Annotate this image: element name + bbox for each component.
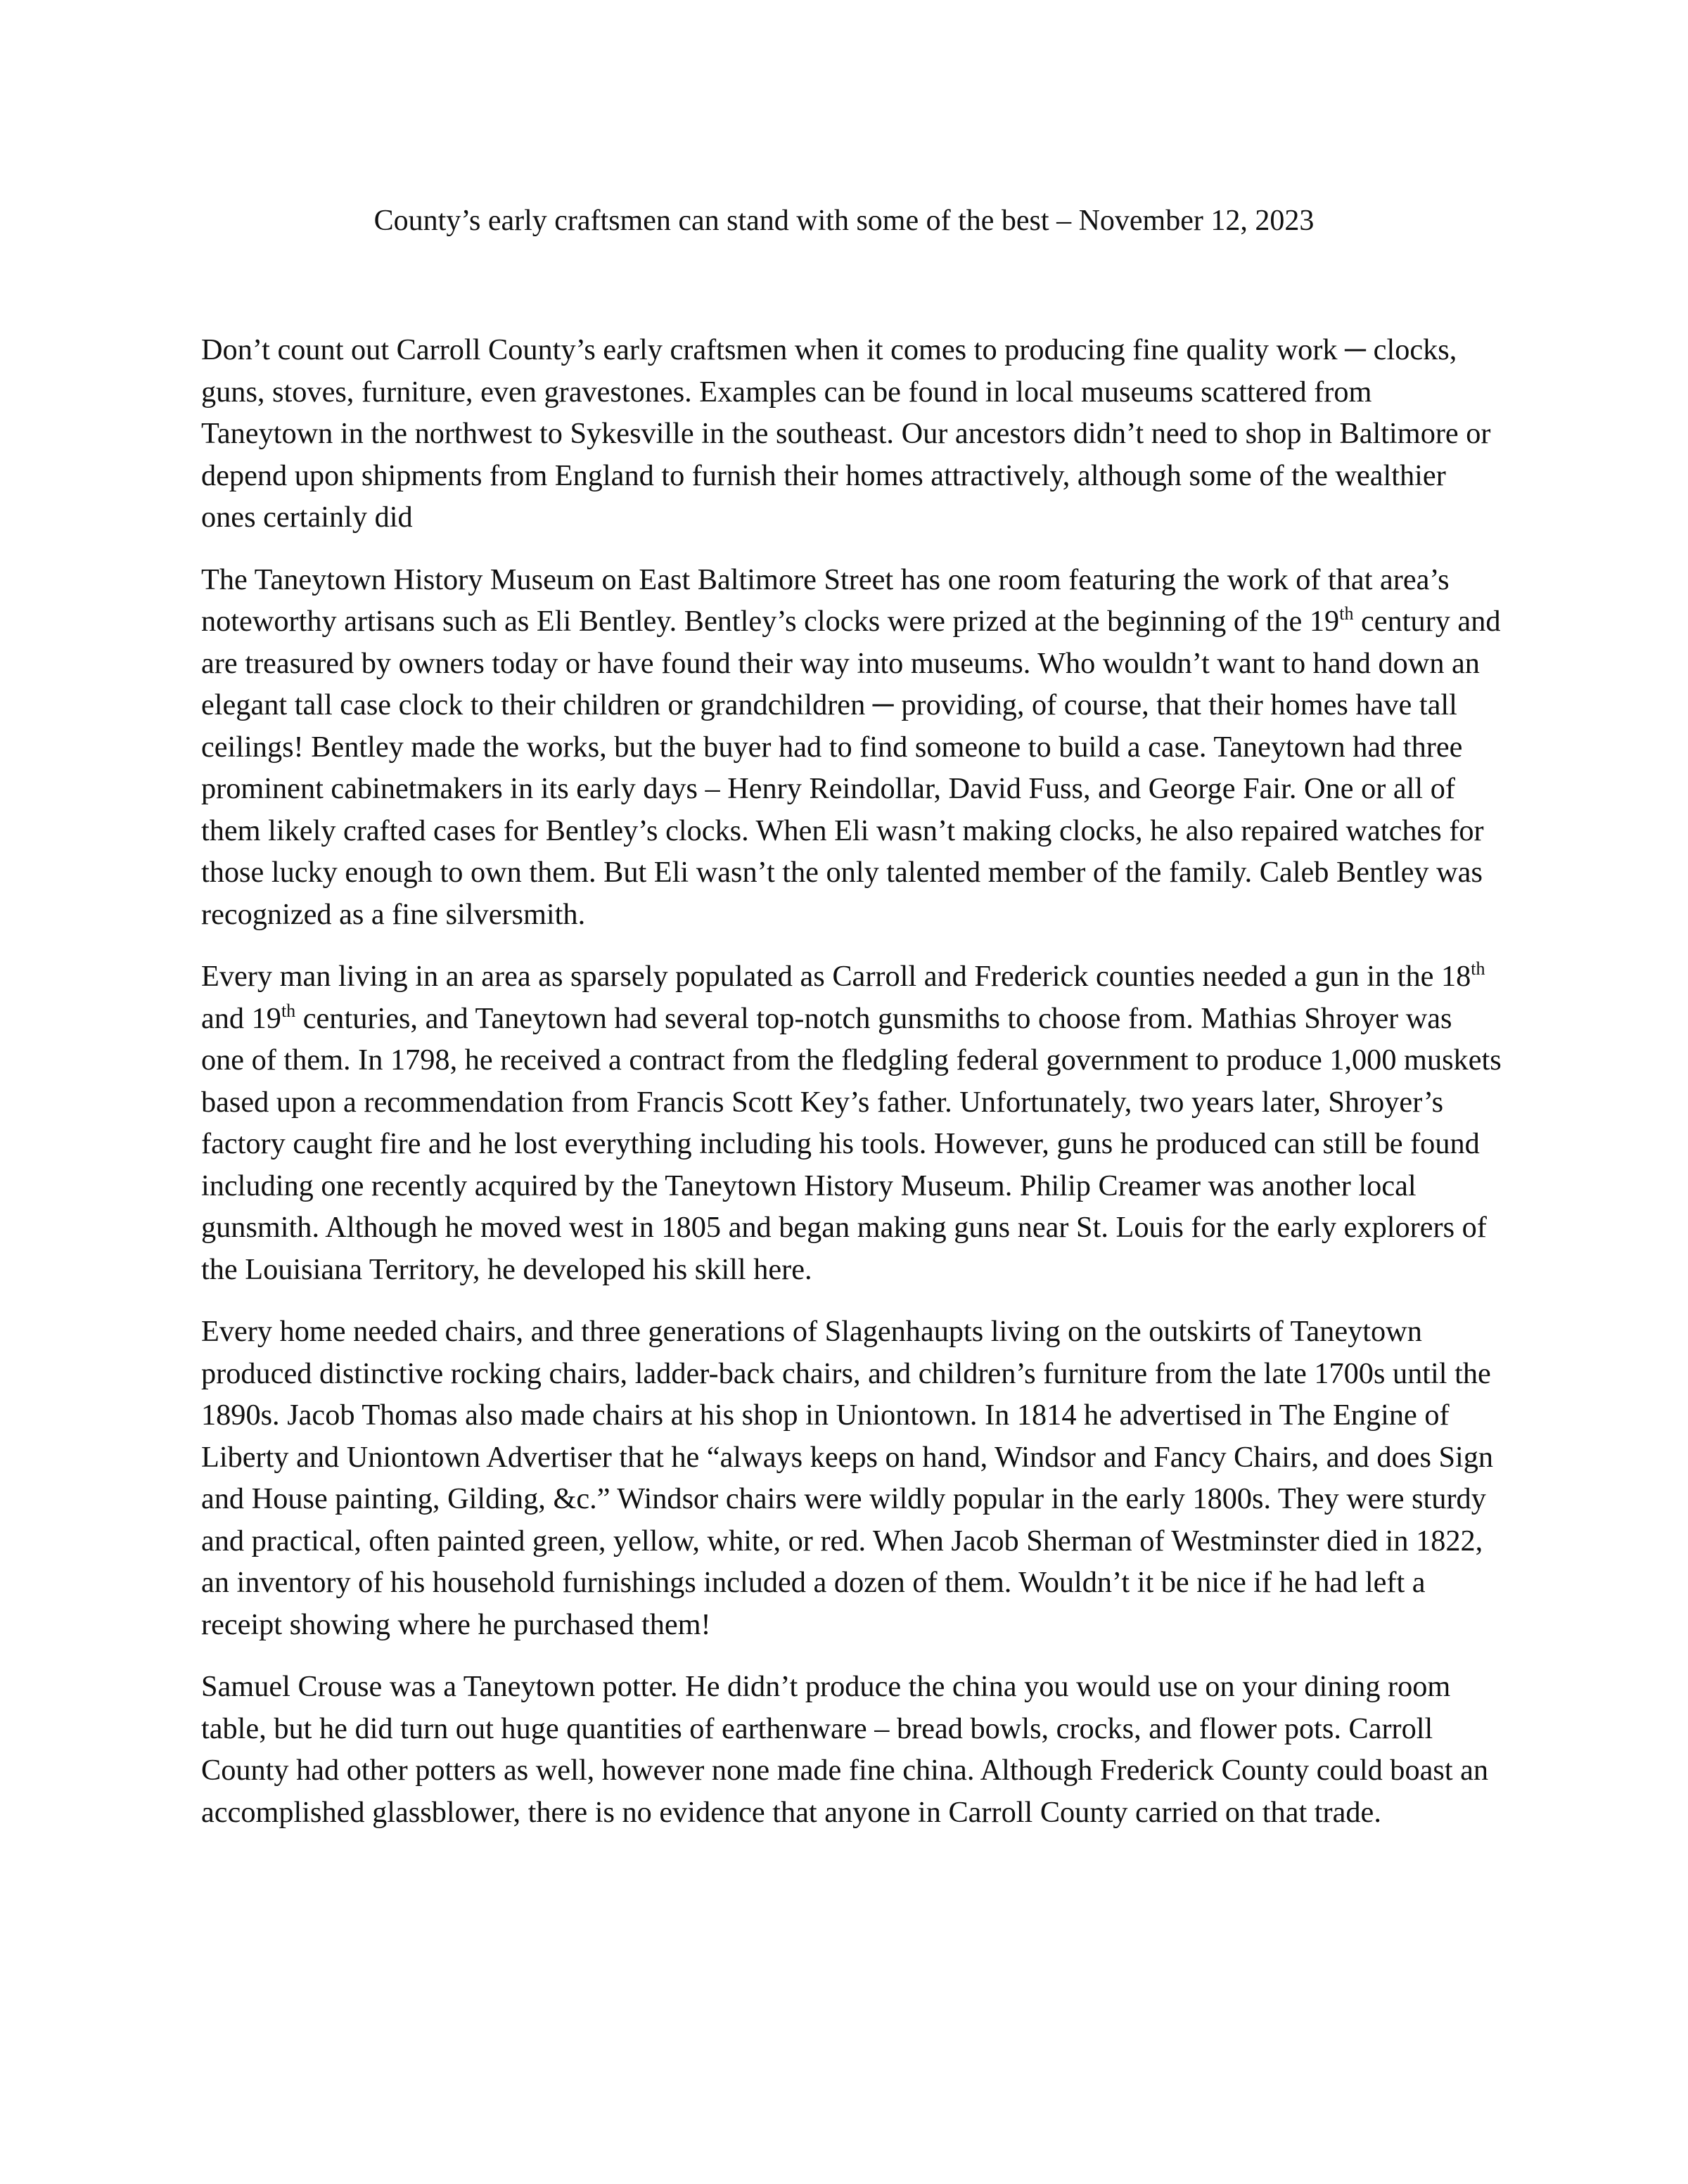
ordinal-suffix: th (281, 1000, 296, 1021)
paragraph-potters (201, 1666, 1502, 1833)
paragraph-text: Every man living in an area as sparsely populated as Carroll and Frederick counties needed a gun in the 18 (201, 960, 1471, 993)
paragraph-text: The Taneytown History Museum on East Baltimore Street has one room featuring the work of that area’s noteworthy artisans such as Eli Bentley. Bentley’s clocks were prized at the beginning of the 19 (201, 563, 1450, 638)
paragraph-intro (201, 329, 1502, 539)
paragraph-chairs (201, 1311, 1502, 1645)
paragraph-text: centuries, and Taneytown had several top-notch gunsmiths to choose from. Mathias Shroyer was one of them. In 1798, he received a contract from the fledgling federal government to produce 1,000 muskets based upon a recommendation from Francis Scott Key’s father. Unfortunately, two years later, Shroyer’s factory caught fire and he lost everything including his tools. However, guns he produced can still be found including one recently acquired by the Taneytown History Museum. Philip Creamer was another local gunsmith. Although he moved west in 1805 and began making guns near St. Louis for the early explorers of the Louisiana Territory, he developed his skill here. (201, 1001, 1502, 1286)
article-title: County’s early craftsmen can stand with some of the best – November 12, 2023 (373, 205, 1315, 237)
ordinal-suffix: th (1471, 958, 1485, 979)
article-body (201, 329, 1502, 1854)
paragraph-text: Samuel Crouse was a Taneytown potter. He didn’t produce the china you would use on your dining room table, but he did turn out huge quantities of earthenware – bread bowls, crocks, and flower pots. Carroll County had other potters as well, however none made fine china. Although Frederick County could boast an accomplished glassblower, there is no evidence that anyone in Carroll County carried on that trade. (201, 1670, 1489, 1829)
paragraph-text: Every home needed chairs, and three generations of Slagenhaupts living on the outskirts of Taneytown produced distinctive rocking chairs, ladder-back chairs, and children’s furniture from the late 1700s until the 1890s. Jacob Thomas also made chairs at his shop in Uniontown. In 1814 he advertised in The Engine of Liberty and Uniontown Advertiser that he “always keeps on hand, Windsor and Fancy Chairs, and does Sign and House painting, Gilding, &c.” Windsor chairs were wildly popular in the early 1800s. They were sturdy and practical, often painted green, yellow, white, or red. When Jacob Sherman of Westminster died in 1822, an inventory of his household furnishings included a dozen of them. Wouldn’t it be nice if he had left a receipt showing where he purchased them! (201, 1315, 1494, 1641)
paragraph-gunsmiths (201, 956, 1502, 1290)
ordinal-suffix: th (1339, 603, 1354, 624)
paragraph-text: century and are treasured by owners today or have found their way into museums. Who wouldn’t want to hand down an elegant tall case clock to their children or grandchildren ─ providing, of course, that their homes have tall ceilings! Bentley made the works, but the buyer had to find someone to build a case. Taneytown had three prominent cabinetmakers in its early days – Henry Reindollar, David Fuss, and George Fair. One or all of them likely crafted cases for Bentley’s clocks. When Eli wasn’t making clocks, he also repaired watches for those lucky enough to own them. But Eli wasn’t the only talented member of the family. Caleb Bentley was recognized as a fine silversmith. (201, 605, 1501, 931)
paragraph-clocks (201, 559, 1502, 936)
paragraph-text: Don’t count out Carroll County’s early craftsmen when it comes to producing fine quality work ─ clocks, guns, stoves, furniture, even gravestones. Examples can be found in local museums scattered from Taneytown in the northwest to Sykesville in the southeast. Our ancestors didn’t need to shop in Baltimore or depend upon shipments from England to furnish their homes attractively, although some of the wealthier ones certainly did (201, 333, 1491, 534)
paragraph-text: and 19 (201, 1001, 281, 1035)
